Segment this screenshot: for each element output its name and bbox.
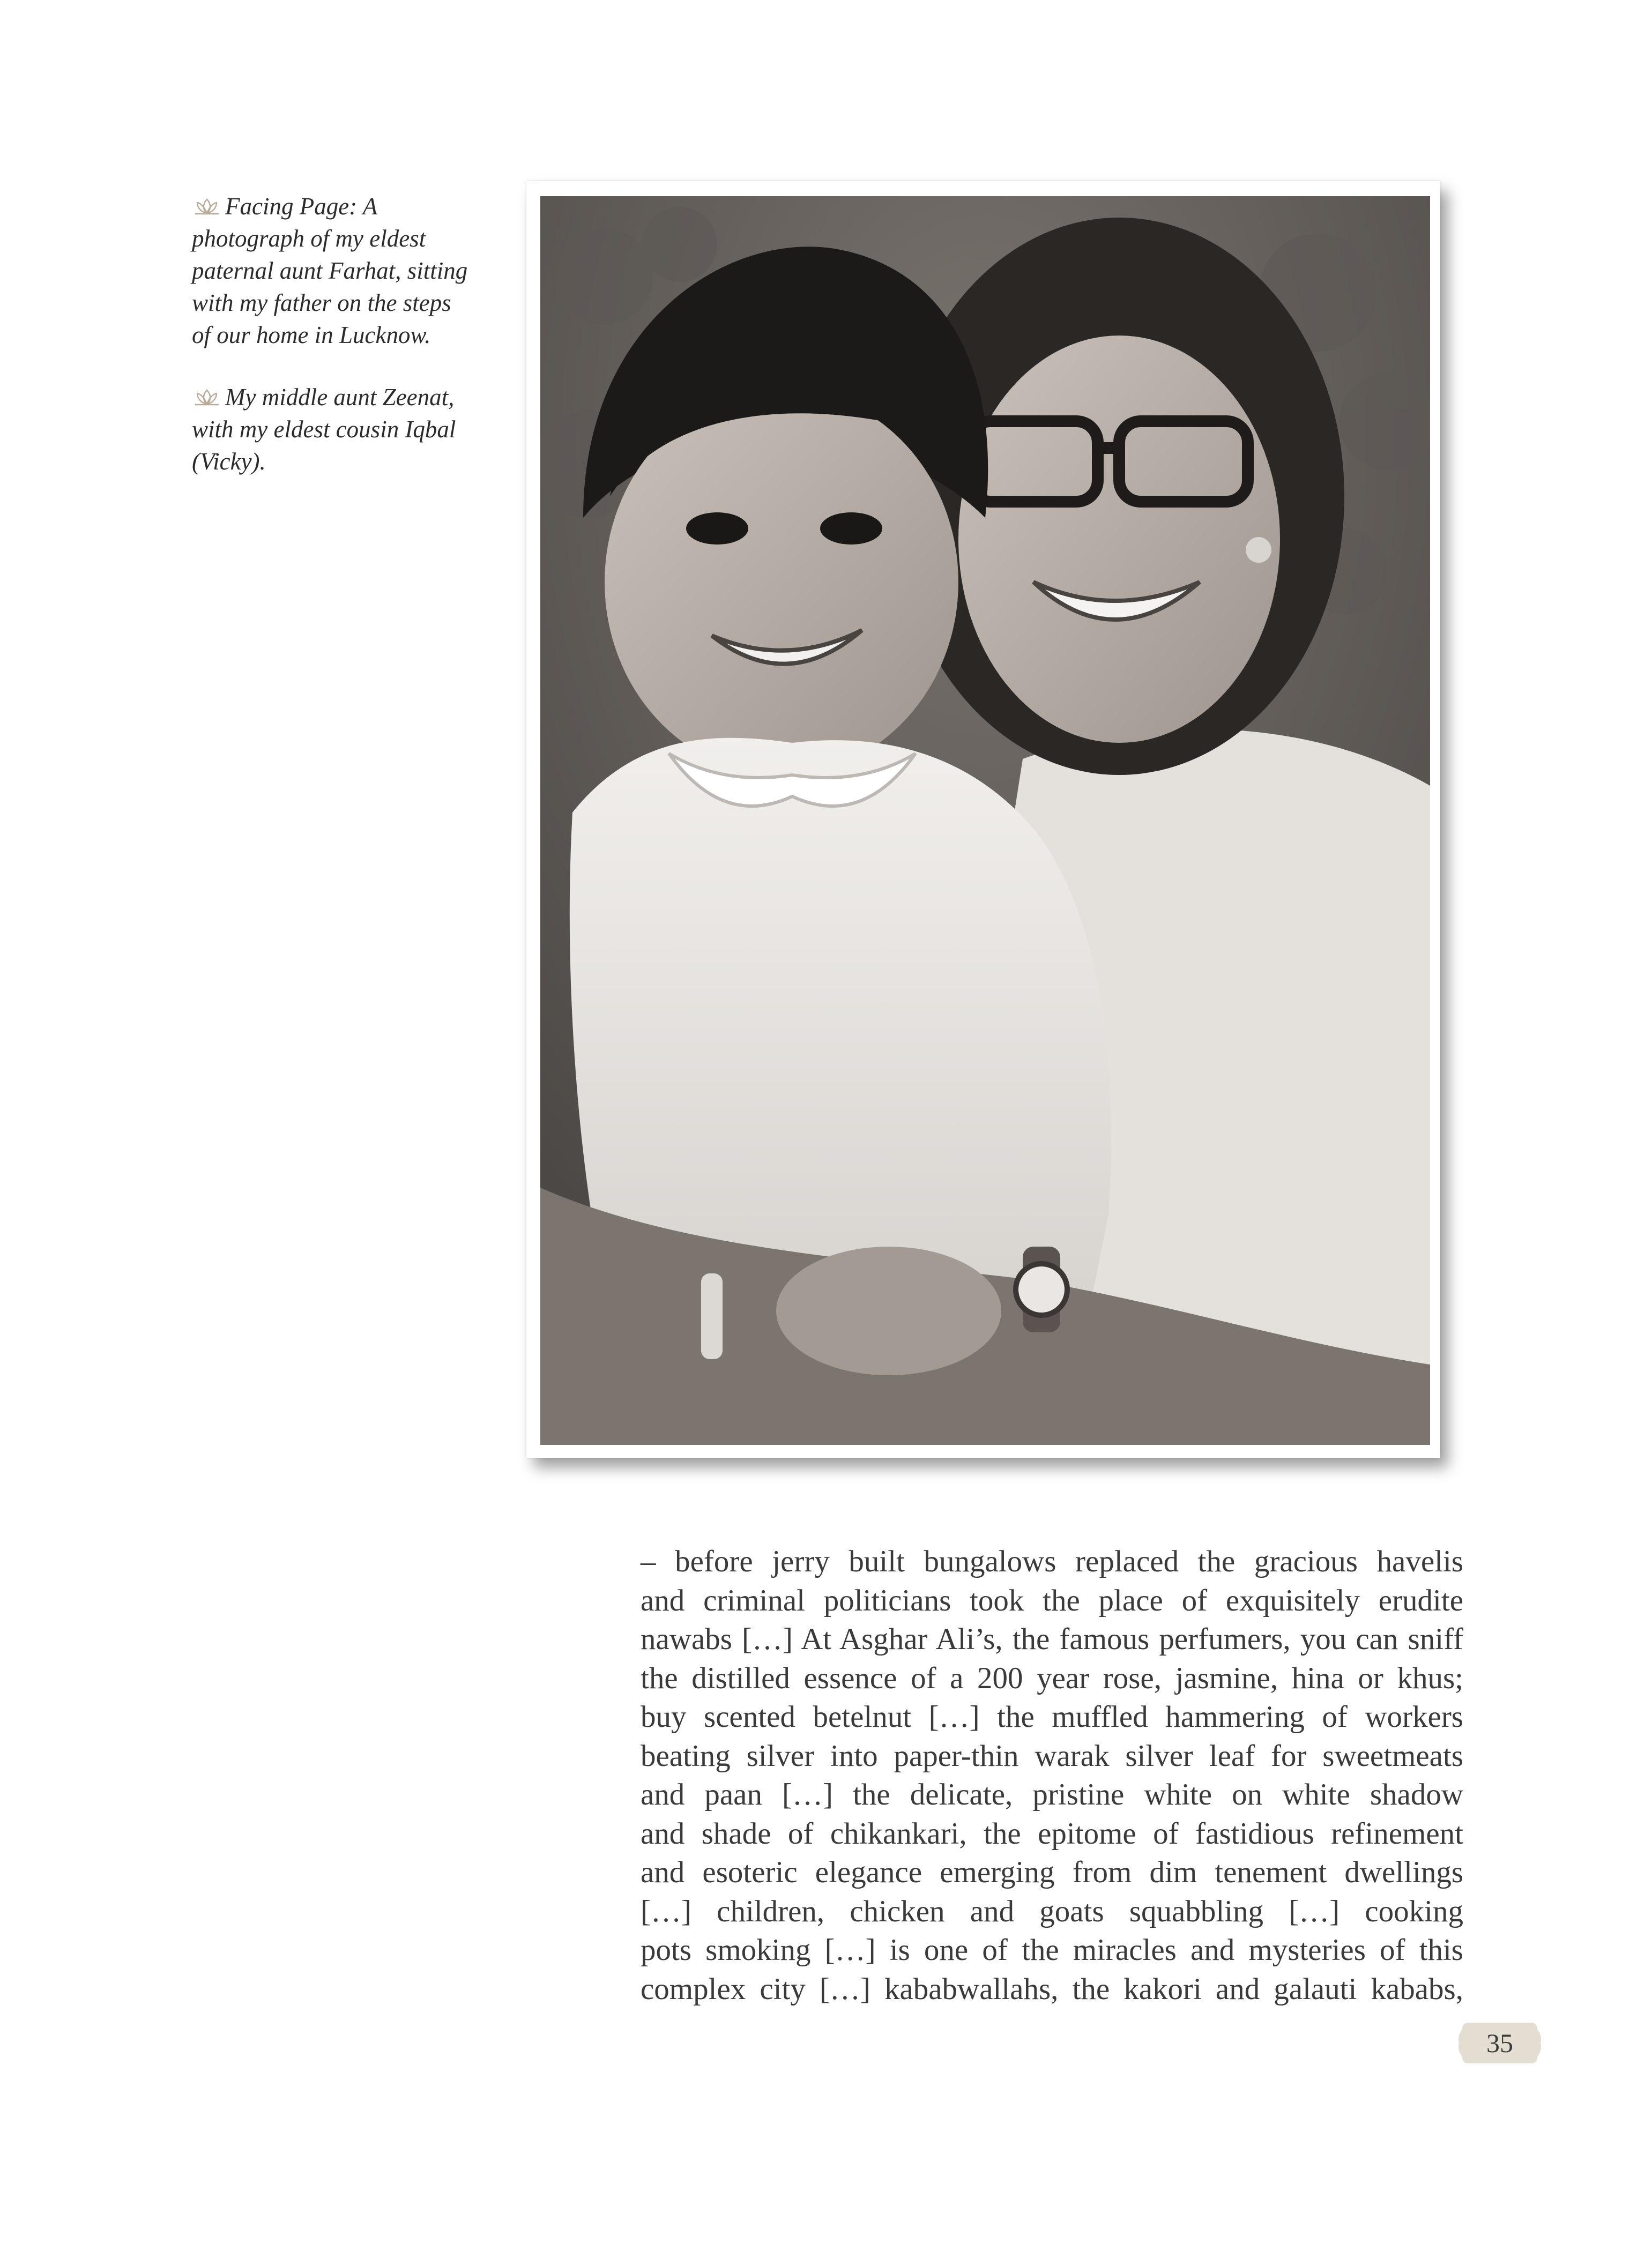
body-line: and esoteric elegance emerging from dim tenement dwellings xyxy=(641,1855,1463,1889)
lotus-ornament-icon xyxy=(192,388,222,406)
photo-captions xyxy=(192,190,471,508)
body-text xyxy=(641,1542,1463,2009)
body-line: beating silver into paper-thin warak silver leaf for sweetmeats xyxy=(641,1739,1463,1773)
family-photograph xyxy=(540,196,1430,1445)
body-line: […] children, chicken and goats squabbling […] cooking xyxy=(641,1894,1463,1928)
body-line: buy scented betelnut […] the muffled hammering of workers xyxy=(641,1700,1463,1734)
page-number: 35 xyxy=(1486,2028,1513,2058)
body-line: and criminal politicians took the place of exquisitely erudite xyxy=(641,1583,1463,1617)
body-line: nawabs […] At Asghar Ali’s, the famous perfumers, you can sniff xyxy=(641,1622,1463,1656)
caption-text: My middle aunt Zeenat, with my eldest cousin Iqbal (Vicky). xyxy=(192,384,456,475)
caption-middle-aunt xyxy=(192,381,471,478)
body-line: – before jerry built bungalows replaced the gracious havelis xyxy=(641,1545,1463,1578)
page-number-badge xyxy=(1457,2021,1543,2066)
body-line: and paan […] the delicate, pristine white on white shadow xyxy=(641,1778,1463,1811)
photo-frame xyxy=(526,181,1440,1458)
body-line: and shade of chikankari, the epitome of fastidious refinement xyxy=(641,1816,1463,1851)
body-line: complex city […] kababwallahs, the kakori and galauti kababs, xyxy=(641,1972,1463,2006)
lotus-ornament-icon xyxy=(192,197,222,215)
caption-facing-page xyxy=(192,190,471,351)
body-line: pots smoking […] is one of the miracles and mysteries of this xyxy=(641,1933,1463,1967)
body-line: the distilled essence of a 200 year rose, jasmine, hina or khus; xyxy=(641,1661,1463,1695)
caption-text: Facing Page: A photograph of my eldest paternal aunt Farhat, sitting with my father on the steps of our home in Lucknow. xyxy=(192,193,468,348)
photograph-image xyxy=(540,196,1430,1445)
